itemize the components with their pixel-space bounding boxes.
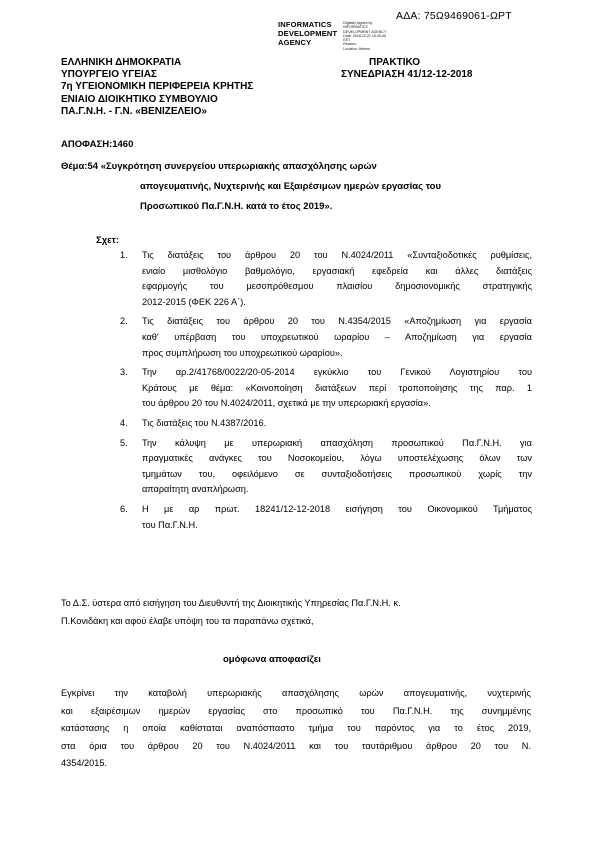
- signature-details: Digitally signed by INFORMATICS DEVELOPMENT AGENCY Date: 2018.12.21 15:26:45 EET Reason: Location: Athens: [343, 21, 387, 51]
- header-line: ΕΝΙΑΙΟ ΔΙΟΙΚΗΤΙΚΟ ΣΥΜΒΟΥΛΙΟ: [61, 93, 218, 105]
- minutes-header: [341, 57, 472, 81]
- signature-signer: INFORMATICS DEVELOPMENT AGENCY: [278, 20, 338, 47]
- minutes-title: ΠΡΑΚΤΙΚΟ: [369, 57, 421, 68]
- item-number: 5.: [120, 437, 128, 448]
- decision-paragraph: Εγκρίνει την καταβολή υπερωριακής απασχόλησης ωρών απογευματινής, νυχτερινής και εξαιρέσιμων ημερών εργασίας στο προσωπικό του Πα.Γ.Ν.Η. της συνημμένης κατάστασης η οποία καθίσταται αναπόσπαστο τμήμα του παρόντος για το έτος 2019, στα όρια του άρθρου 20 του Ν.4024/2011 και του ταυτάριθμου άρθρου 20 του Ν. 4354/2015.: [61, 688, 531, 768]
- list-item: [120, 502, 532, 533]
- item-text: Η με αρ πρωτ. 18241/12-12-2018 εισήγηση του Οικονομικού Τμήματος του Πα.Γ.Ν.Η.: [142, 503, 532, 530]
- decision-heading: ομόφωνα αποφασίζει: [223, 654, 321, 665]
- ada-code: ΑΔΑ: 75Ω9469061-ΩΡΤ: [396, 10, 512, 22]
- item-text: Την αρ.2/41768/0022/20-05-2014 εγκύκλιο του Γενικού Λογιστηρίου του Κράτους με θέμα: «Κοινοποίηση διατάξεων περί τροποποίησης της παρ. 1 του άρθρου 20 του Ν.4024/2011, σχετικά με την υπερωριακή εργασία».: [142, 367, 532, 409]
- session-number: ΣΥΝΕΔΡΙΑΣΗ 41/12-12-2018: [341, 69, 473, 81]
- item-number: 2.: [120, 316, 128, 327]
- list-item: [120, 365, 532, 412]
- digital-signature-stamp: [278, 20, 386, 51]
- header-line: ΥΠΟΥΡΓΕΙΟ ΥΓΕΙΑΣ: [61, 69, 157, 81]
- preamble-paragraph: Το Δ.Σ. ύστερα από εισήγηση του Διευθυντή της Διοικητικής Υπηρεσίας Πα.Γ.Ν.Η. κ. Π.Κονιδάκη και αφού έλαβε υπόψη του τα παραπάνω σχετικά,: [61, 598, 401, 626]
- item-number: 6.: [120, 503, 128, 514]
- decision-number: ΑΠΟΦΑΣΗ:1460: [61, 139, 134, 150]
- subject-block: [61, 157, 441, 217]
- subject-line: απογευματινής, Νυχτερινής και Εξαιρέσιμων ημερών εργασίας του: [140, 181, 442, 192]
- item-text: Την κάλυψη με υπερωριακή απασχόληση προσωπικού Πα.Γ.Ν.Η. για πραγματικές ανάγκες του Νοσοκομείου, λόγω υποστελέχωσης όλων των τμημάτων του, οφειλόμενο σε συνταξιοδοτήσεις προσωπικού χωρίς την απαραίτητη αναπλήρωση.: [142, 437, 532, 495]
- list-item: [120, 314, 532, 361]
- item-number: 3.: [120, 367, 128, 378]
- issuer-header: [61, 57, 253, 118]
- item-text: Τις διατάξεις του άρθρου 20 του Ν.4024/2011 «Συνταξιοδοτικές ρυθμίσεις, ενιαίο μισθολόγιο βαθμολόγιο, εργασιακή εφεδρεία και άλλες διατάξεις εφαρμογής του μεσοπρόθεσμου πλαισίου δημοσιονομικής στρατηγικής 2012-2015 (ΦΕΚ 226 Α΄).: [142, 250, 532, 307]
- references-label: Σχετ:: [96, 235, 120, 246]
- list-item: [120, 436, 532, 498]
- header-line: ΠΑ.Γ.Ν.Η. - Γ.Ν. «ΒΕΝΙΖΕΛΕΙΟ»: [61, 105, 207, 117]
- item-number: 4.: [120, 417, 128, 428]
- header-line: ΕΛΛΗΝΙΚΗ ΔΗΜΟΚΡΑΤΙΑ: [61, 57, 182, 68]
- list-item: [120, 248, 532, 310]
- references-list: [120, 248, 532, 537]
- item-number: 1.: [120, 250, 128, 260]
- subject-line: Προσωπικού Πα.Γ.Ν.Η. κατά το έτος 2019».: [140, 201, 333, 212]
- header-line: 7η ΥΓΕΙΟΝΟΜΙΚΗ ΠΕΡΙΦΕΡΕΙΑ ΚΡΗΤΗΣ: [61, 81, 254, 93]
- subject-line: Θέμα:54 «Συγκρότηση συνεργείου υπερωριακής απασχόλησης ωρών: [61, 161, 377, 172]
- item-text: Τις διατάξεις του άρθρου 20 του Ν.4354/2015 «Αποζημίωση για εργασία καθ' υπέρβαση του υποχρεωτικού ωραρίου – Αποζημίωση για εργασία προς συμπλήρωση του υποχρεωτικού ωραρίου».: [142, 316, 532, 358]
- list-item: [120, 416, 532, 432]
- item-text: Τις διατάξεις του Ν.4387/2016.: [142, 417, 267, 428]
